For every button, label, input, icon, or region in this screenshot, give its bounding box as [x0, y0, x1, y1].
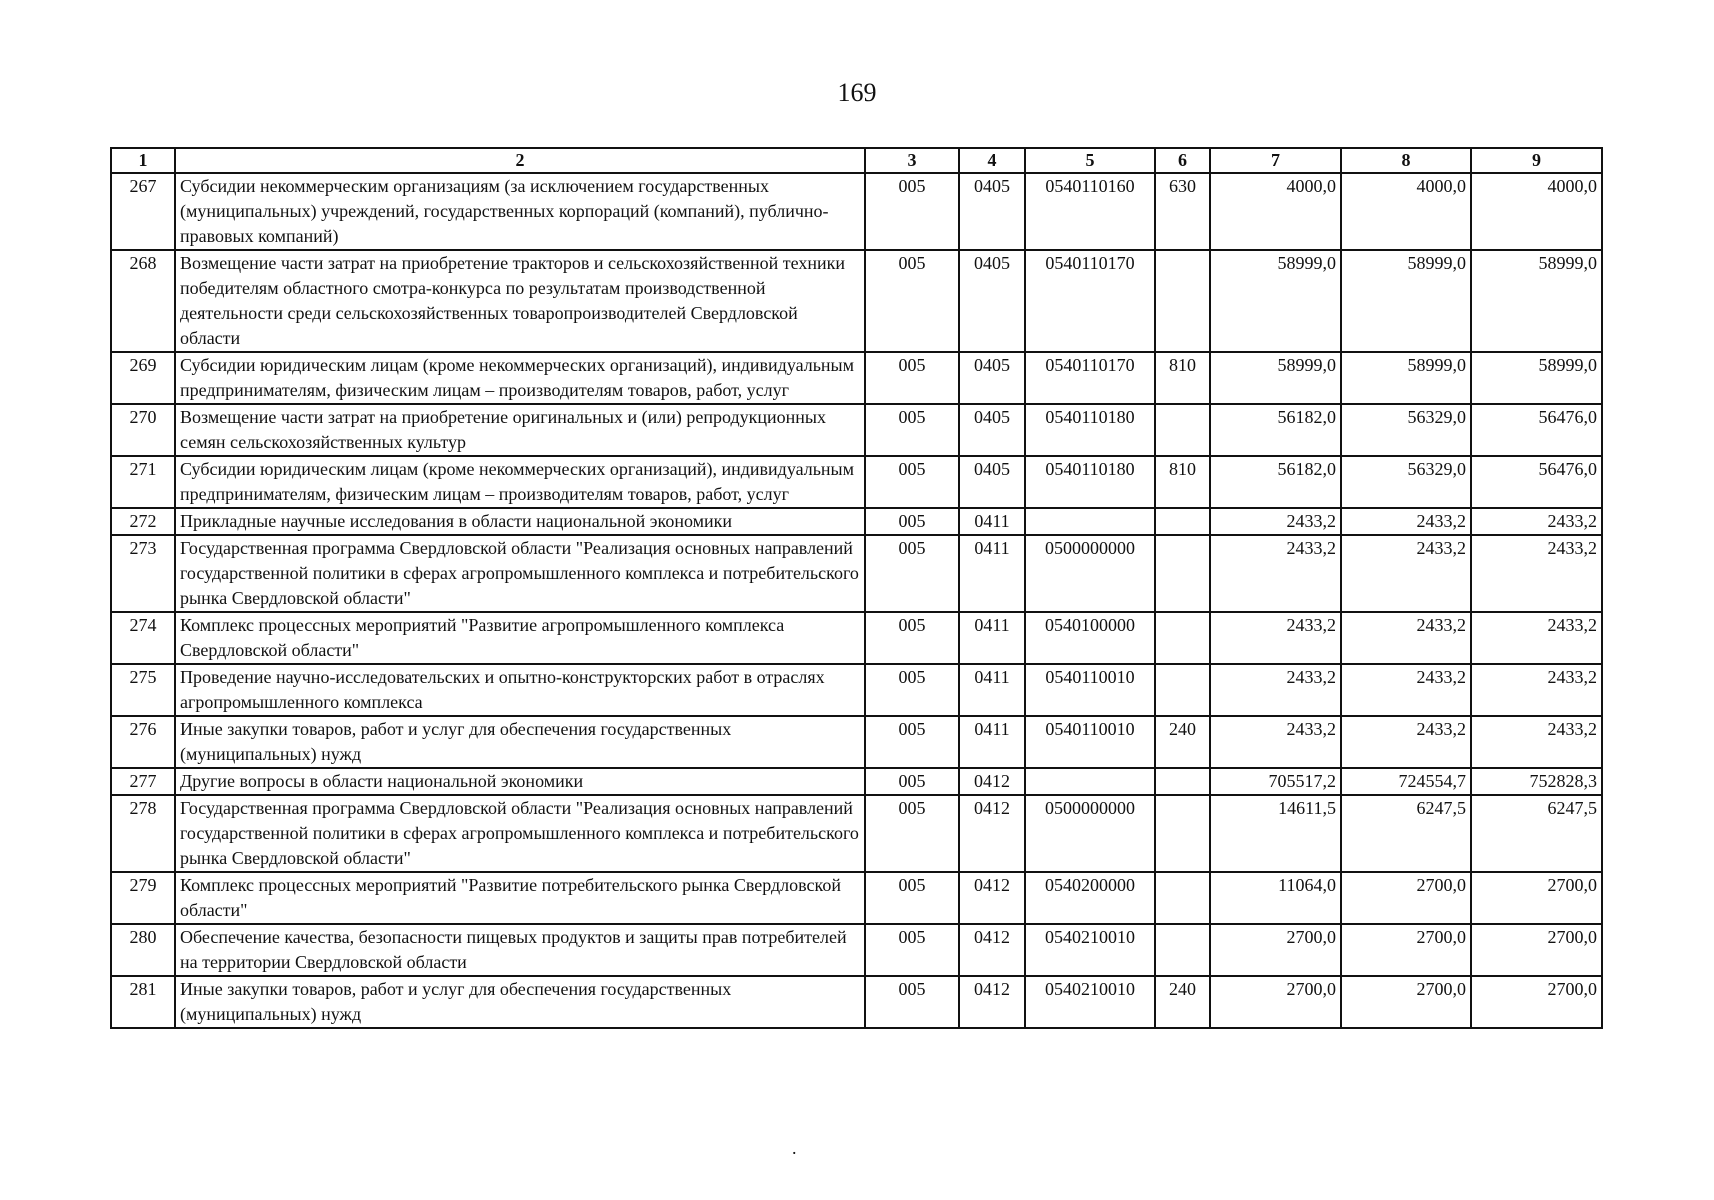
amount-col-7: 4000,0	[1210, 173, 1341, 250]
target-article-code	[1025, 508, 1155, 535]
expense-type-code: 810	[1155, 456, 1210, 508]
admin-code: 005	[865, 612, 959, 664]
expense-type-code	[1155, 872, 1210, 924]
amount-col-9: 2700,0	[1471, 976, 1602, 1028]
table-row	[111, 173, 1602, 250]
table-row	[111, 508, 1602, 535]
amount-col-9: 752828,3	[1471, 768, 1602, 795]
admin-code: 005	[865, 250, 959, 352]
table-row	[111, 612, 1602, 664]
row-description: Субсидии юридическим лицам (кроме некоммерческих организаций), индивидуальным предпринимателям, физическим лицам – производителям товаров, работ, услуг	[175, 456, 865, 508]
amount-col-8: 56329,0	[1341, 456, 1471, 508]
row-number: 269	[111, 352, 175, 404]
column-header: 6	[1155, 148, 1210, 173]
amount-col-8: 2433,2	[1341, 508, 1471, 535]
amount-col-9: 56476,0	[1471, 456, 1602, 508]
section-code: 0405	[959, 173, 1025, 250]
row-number: 267	[111, 173, 175, 250]
amount-col-8: 58999,0	[1341, 250, 1471, 352]
row-description: Проведение научно-исследовательских и опытно-конструкторских работ в отраслях агропромышленного комплекса	[175, 664, 865, 716]
row-description: Возмещение части затрат на приобретение оригинальных и (или) репродукционных семян сельскохозяйственных культур	[175, 404, 865, 456]
column-header: 8	[1341, 148, 1471, 173]
page-mark: .	[792, 1138, 797, 1158]
target-article-code: 0540100000	[1025, 612, 1155, 664]
target-article-code: 0540200000	[1025, 872, 1155, 924]
row-number: 278	[111, 795, 175, 872]
column-header: 5	[1025, 148, 1155, 173]
amount-col-7: 2433,2	[1210, 612, 1341, 664]
amount-col-9: 2700,0	[1471, 872, 1602, 924]
amount-col-8: 724554,7	[1341, 768, 1471, 795]
amount-col-9: 2433,2	[1471, 664, 1602, 716]
row-number: 280	[111, 924, 175, 976]
column-header: 4	[959, 148, 1025, 173]
row-description: Субсидии юридическим лицам (кроме некоммерческих организаций), индивидуальным предпринимателям, физическим лицам – производителям товаров, работ, услуг	[175, 352, 865, 404]
target-article-code: 0540110170	[1025, 352, 1155, 404]
target-article-code	[1025, 768, 1155, 795]
table-row	[111, 535, 1602, 612]
table-row	[111, 404, 1602, 456]
row-description: Комплекс процессных мероприятий "Развитие потребительского рынка Свердловской области"	[175, 872, 865, 924]
amount-col-7: 2433,2	[1210, 716, 1341, 768]
row-description: Другие вопросы в области национальной экономики	[175, 768, 865, 795]
amount-col-9: 2700,0	[1471, 924, 1602, 976]
amount-col-9: 2433,2	[1471, 716, 1602, 768]
row-number: 275	[111, 664, 175, 716]
amount-col-9: 56476,0	[1471, 404, 1602, 456]
admin-code: 005	[865, 535, 959, 612]
amount-col-7: 2433,2	[1210, 664, 1341, 716]
admin-code: 005	[865, 768, 959, 795]
row-number: 268	[111, 250, 175, 352]
amount-col-7: 14611,5	[1210, 795, 1341, 872]
target-article-code: 0540110180	[1025, 404, 1155, 456]
amount-col-7: 2700,0	[1210, 924, 1341, 976]
amount-col-8: 58999,0	[1341, 352, 1471, 404]
admin-code: 005	[865, 508, 959, 535]
admin-code: 005	[865, 924, 959, 976]
admin-code: 005	[865, 352, 959, 404]
amount-col-9: 4000,0	[1471, 173, 1602, 250]
table-row	[111, 664, 1602, 716]
row-number: 281	[111, 976, 175, 1028]
table-row	[111, 795, 1602, 872]
target-article-code: 0540210010	[1025, 976, 1155, 1028]
amount-col-9: 2433,2	[1471, 612, 1602, 664]
admin-code: 005	[865, 872, 959, 924]
amount-col-8: 2700,0	[1341, 976, 1471, 1028]
row-description: Возмещение части затрат на приобретение тракторов и сельскохозяйственной техники победителям областного смотра-конкурса по результатам производственной деятельности среди сельскохозяйственных товаропроизводителей Свердловской области	[175, 250, 865, 352]
amount-col-7: 2433,2	[1210, 535, 1341, 612]
table-row	[111, 352, 1602, 404]
amount-col-7: 705517,2	[1210, 768, 1341, 795]
amount-col-7: 11064,0	[1210, 872, 1341, 924]
admin-code: 005	[865, 795, 959, 872]
target-article-code: 0500000000	[1025, 795, 1155, 872]
row-description: Иные закупки товаров, работ и услуг для обеспечения государственных (муниципальных) нужд	[175, 716, 865, 768]
section-code: 0411	[959, 664, 1025, 716]
row-number: 273	[111, 535, 175, 612]
expense-type-code	[1155, 768, 1210, 795]
column-header: 2	[175, 148, 865, 173]
amount-col-9: 2433,2	[1471, 535, 1602, 612]
admin-code: 005	[865, 716, 959, 768]
budget-table	[110, 147, 1603, 1029]
column-header: 7	[1210, 148, 1341, 173]
row-number: 279	[111, 872, 175, 924]
amount-col-8: 2433,2	[1341, 716, 1471, 768]
amount-col-7: 58999,0	[1210, 352, 1341, 404]
amount-col-7: 58999,0	[1210, 250, 1341, 352]
expense-type-code: 630	[1155, 173, 1210, 250]
amount-col-9: 58999,0	[1471, 250, 1602, 352]
expense-type-code	[1155, 924, 1210, 976]
expense-type-code: 240	[1155, 976, 1210, 1028]
amount-col-8: 2433,2	[1341, 612, 1471, 664]
target-article-code: 0540110170	[1025, 250, 1155, 352]
header-row	[111, 148, 1602, 173]
row-description: Обеспечение качества, безопасности пищевых продуктов и защиты прав потребителей на территории Свердловской области	[175, 924, 865, 976]
admin-code: 005	[865, 976, 959, 1028]
section-code: 0411	[959, 535, 1025, 612]
section-code: 0412	[959, 768, 1025, 795]
section-code: 0405	[959, 404, 1025, 456]
section-code: 0405	[959, 456, 1025, 508]
amount-col-9: 6247,5	[1471, 795, 1602, 872]
page-number: 169	[837, 78, 877, 107]
section-code: 0411	[959, 612, 1025, 664]
expense-type-code	[1155, 404, 1210, 456]
table-row	[111, 456, 1602, 508]
column-header: 9	[1471, 148, 1602, 173]
expense-type-code	[1155, 535, 1210, 612]
row-number: 276	[111, 716, 175, 768]
row-description: Комплекс процессных мероприятий "Развитие агропромышленного комплекса Свердловской области"	[175, 612, 865, 664]
row-number: 270	[111, 404, 175, 456]
amount-col-7: 56182,0	[1210, 404, 1341, 456]
section-code: 0412	[959, 924, 1025, 976]
amount-col-7: 2700,0	[1210, 976, 1341, 1028]
amount-col-9: 58999,0	[1471, 352, 1602, 404]
admin-code: 005	[865, 173, 959, 250]
amount-col-8: 6247,5	[1341, 795, 1471, 872]
section-code: 0412	[959, 872, 1025, 924]
amount-col-8: 2433,2	[1341, 664, 1471, 716]
section-code: 0411	[959, 716, 1025, 768]
row-description: Государственная программа Свердловской области "Реализация основных направлений государственной политики в сферах агропромышленного комплекса и потребительского рынка Свердловской области"	[175, 795, 865, 872]
amount-col-7: 2433,2	[1210, 508, 1341, 535]
target-article-code: 0500000000	[1025, 535, 1155, 612]
section-code: 0412	[959, 976, 1025, 1028]
row-description: Государственная программа Свердловской области "Реализация основных направлений государственной политики в сферах агропромышленного комплекса и потребительского рынка Свердловской области"	[175, 535, 865, 612]
row-number: 274	[111, 612, 175, 664]
amount-col-8: 56329,0	[1341, 404, 1471, 456]
expense-type-code	[1155, 508, 1210, 535]
amount-col-8: 4000,0	[1341, 173, 1471, 250]
amount-col-9: 2433,2	[1471, 508, 1602, 535]
table-row	[111, 924, 1602, 976]
row-description: Прикладные научные исследования в области национальной экономики	[175, 508, 865, 535]
section-code: 0412	[959, 795, 1025, 872]
amount-col-8: 2700,0	[1341, 872, 1471, 924]
row-number: 272	[111, 508, 175, 535]
row-description: Субсидии некоммерческим организациям (за исключением государственных (муниципальных) учреждений, государственных корпораций (компаний), публично-правовых компаний)	[175, 173, 865, 250]
target-article-code: 0540110010	[1025, 716, 1155, 768]
expense-type-code: 240	[1155, 716, 1210, 768]
expense-type-code	[1155, 664, 1210, 716]
target-article-code: 0540110160	[1025, 173, 1155, 250]
table-row	[111, 872, 1602, 924]
table-row	[111, 976, 1602, 1028]
amount-col-8: 2700,0	[1341, 924, 1471, 976]
admin-code: 005	[865, 456, 959, 508]
expense-type-code: 810	[1155, 352, 1210, 404]
table-row	[111, 768, 1602, 795]
section-code: 0411	[959, 508, 1025, 535]
row-description: Иные закупки товаров, работ и услуг для обеспечения государственных (муниципальных) нужд	[175, 976, 865, 1028]
admin-code: 005	[865, 664, 959, 716]
column-header: 3	[865, 148, 959, 173]
admin-code: 005	[865, 404, 959, 456]
amount-col-8: 2433,2	[1341, 535, 1471, 612]
column-header: 1	[111, 148, 175, 173]
row-number: 277	[111, 768, 175, 795]
expense-type-code	[1155, 250, 1210, 352]
section-code: 0405	[959, 250, 1025, 352]
expense-type-code	[1155, 612, 1210, 664]
expense-type-code	[1155, 795, 1210, 872]
row-number: 271	[111, 456, 175, 508]
section-code: 0405	[959, 352, 1025, 404]
amount-col-7: 56182,0	[1210, 456, 1341, 508]
target-article-code: 0540110010	[1025, 664, 1155, 716]
table-row	[111, 250, 1602, 352]
target-article-code: 0540210010	[1025, 924, 1155, 976]
table-row	[111, 716, 1602, 768]
target-article-code: 0540110180	[1025, 456, 1155, 508]
